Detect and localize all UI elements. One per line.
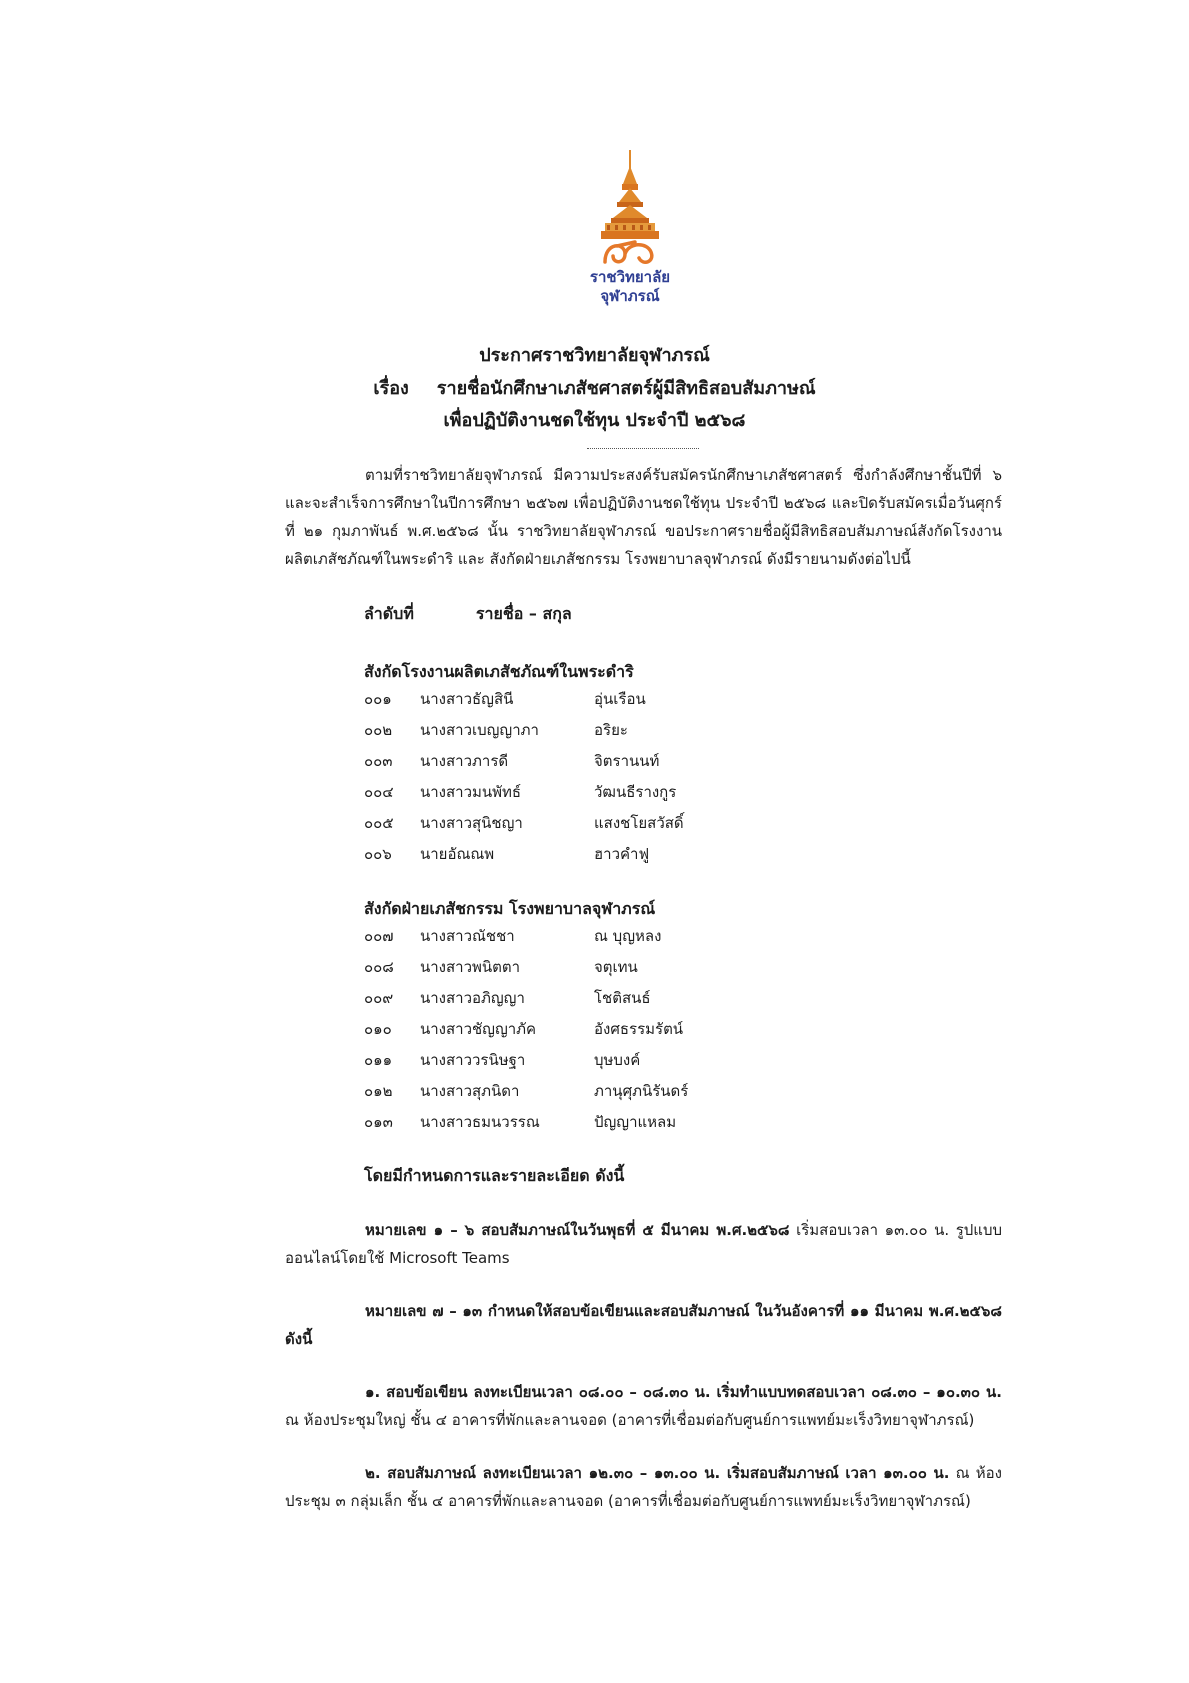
- entry-last-name: อริยะ: [594, 721, 628, 739]
- entry-first-name: นางสาวธมนวรรณ: [420, 1113, 540, 1131]
- entry-first-name: นางสาวธัญสินี: [420, 690, 514, 708]
- entry-last-name: แสงชโยสวัสดิ์: [594, 814, 684, 832]
- entry-number: ๐๑๓: [364, 1113, 393, 1131]
- schedule-1-text: เริ่มสอบเวลา ๑๓.๐๐ น. รูปแบบออนไลน์โดยใช้ Microsoft Teams: [285, 1221, 1002, 1267]
- entry-last-name: ฮาวคำฟู: [594, 845, 650, 863]
- entry-last-name: อุ่นเรือน: [594, 690, 646, 708]
- entry-first-name: นางสาวมนพัทธ์: [420, 783, 522, 801]
- entry-number: ๐๐๒: [364, 721, 393, 739]
- schedule-2-bold: หมายเลข ๗ – ๑๓ กำหนดให้สอบข้อเขียนและสอบสัมภาษณ์ ในวันอังคารที่ ๑๑ มีนาคม พ.ศ.๒๕๖๘ ดังนี้: [285, 1302, 1002, 1348]
- schedule-3-text: ณ ห้องประชุมใหญ่ ชั้น ๔ อาคารที่พักและลานจอด (อาคารที่เชื่อมต่อกับศูนย์การแพทย์มะเร็งวิทยาจุฬาภรณ์): [285, 1411, 975, 1429]
- schedule-4-bold: ๒. สอบสัมภาษณ์ ลงทะเบียนเวลา ๑๒.๓๐ – ๑๓.๐๐ น. เริ่มสอบสัมภาษณ์ เวลา ๑๓.๐๐ น.: [365, 1464, 950, 1482]
- schedule-paragraph-4: [285, 1459, 1002, 1515]
- entry-number: ๐๐๑: [364, 690, 392, 708]
- intro-paragraph: [285, 461, 1002, 573]
- schedule-paragraph-1: [285, 1216, 1002, 1272]
- entry-last-name: จิตรานนท์: [594, 752, 660, 770]
- entry-first-name: นางสาวสุนิชญา: [420, 814, 523, 832]
- list-column-headers: [364, 602, 572, 627]
- entry-first-name: นางสาวชัญญาภัค: [420, 1020, 537, 1038]
- entry-last-name: ณ บุญหลง: [594, 927, 662, 945]
- entry-first-name: นางสาวสุภนิดา: [420, 1082, 520, 1100]
- entry-last-name: บุษบงค์: [594, 1051, 641, 1069]
- entry-number: ๐๐๔: [364, 783, 394, 801]
- entry-number: ๐๐๕: [364, 814, 394, 832]
- entry-last-name: วัฒนธีรางกูร: [594, 783, 677, 801]
- entry-first-name: นายอัณณพ: [420, 845, 495, 863]
- logo-text-line1: ราชวิทยาลัย: [589, 268, 671, 286]
- entry-last-name: อังศธรรมรัตน์: [594, 1020, 684, 1038]
- entry-number: ๐๐๙: [364, 989, 394, 1007]
- entry-first-name: นางสาววรนิษฐา: [420, 1051, 526, 1069]
- announcement-title: ประกาศราชวิทยาลัยจุฬาภรณ์: [479, 345, 710, 366]
- entry-number: ๐๐๘: [364, 958, 394, 976]
- entry-number: ๐๑๒: [364, 1082, 393, 1100]
- schedule-paragraph-2: [285, 1297, 1002, 1353]
- column-order-header: ลำดับที่: [364, 604, 414, 623]
- schedule-1-bold: หมายเลข ๑ – ๖ สอบสัมภาษณ์ในวันพุธที่ ๕ มีนาคม พ.ศ.๒๕๖๘: [365, 1221, 790, 1239]
- entry-number: ๐๑๐: [364, 1020, 392, 1038]
- subject-label: เรื่อง: [373, 378, 409, 399]
- column-name-header: รายชื่อ – สกุล: [475, 604, 572, 623]
- entry-first-name: นางสาวพนิตตา: [420, 958, 521, 976]
- institution-logo: [585, 150, 675, 325]
- entry-last-name: ภานุศุภนิรันดร์: [594, 1082, 689, 1100]
- entry-first-name: นางสาวเบญญาภา: [420, 721, 539, 739]
- group-title-pharmacy: สังกัดฝ่ายเภสัชกรรม โรงพยาบาลจุฬาภรณ์: [364, 899, 656, 918]
- announcement-subject: [0, 373, 1189, 402]
- conditions-heading: โดยมีกำหนดการและรายละเอียด ดังนี้: [364, 1166, 625, 1185]
- entry-last-name: ปัญญาแหลม: [594, 1113, 677, 1131]
- schedule-paragraph-3: [285, 1378, 1002, 1434]
- separator-dots: [587, 440, 699, 449]
- intro-text: ตามที่ราชวิทยาลัยจุฬาภรณ์ มีความประสงค์รับสมัครนักศึกษาเภสัชศาสตร์ ซึ่งกำลังศึกษาชั้นปีที่ ๖ และจะสำเร็จการศึกษาในปีการศึกษา ๒๕๖๗ เพื่อปฏิบัติงานชดใช้ทุน ประจำปี ๒๕๖๘ และปิดรับสมัครเมื่อวันศุกร์ที่ ๒๑ กุมภาพันธ์ พ.ศ.๒๕๖๘ นั้น ราชวิทยาลัยจุฬาภรณ์ ขอประกาศรายชื่อผู้มีสิทธิสอบสัมภาษณ์สังกัดโรงงานผลิตเภสัชภัณฑ์ในพระดำริ และ สังกัดฝ่ายเภสัชกรรม โรงพยาบาลจุฬาภรณ์ ดังมีรายนามดังต่อไปนี้: [285, 466, 1002, 568]
- entry-first-name: นางสาวณัชชา: [420, 927, 515, 945]
- crown-spire-icon: [595, 150, 665, 268]
- entry-last-name: โชติสนธ์: [594, 989, 651, 1007]
- schedule-4-text: ณ ห้องประชุม ๓ กลุ่มเล็ก ชั้น ๔ อาคารที่พักและลานจอด (อาคารที่เชื่อมต่อกับศูนย์การแพทย์มะเร็งวิทยาจุฬาภรณ์): [285, 1464, 1002, 1510]
- group-title-factory: สังกัดโรงงานผลิตเภสัชภัณฑ์ในพระดำริ: [364, 662, 634, 681]
- entry-number: ๐๐๗: [364, 927, 394, 945]
- entry-last-name: จตุเทน: [594, 958, 638, 976]
- logo-text-line2: จุฬาภรณ์: [600, 287, 660, 305]
- schedule-3-bold: ๑. สอบข้อเขียน ลงทะเบียนเวลา ๐๘.๐๐ – ๐๘.๓๐ น. เริ่มทำแบบทดสอบเวลา ๐๘.๓๐ – ๑๐.๓๐ น.: [365, 1383, 1002, 1401]
- entry-first-name: นางสาวภารดี: [420, 752, 509, 770]
- subject-line2: เพื่อปฏิบัติงานชดใช้ทุน ประจำปี ๒๕๖๘: [443, 410, 746, 431]
- entry-number: ๐๐๓: [364, 752, 393, 770]
- subject-line1: รายชื่อนักศึกษาเภสัชศาสตร์ผู้มีสิทธิสอบสัมภาษณ์: [436, 378, 816, 399]
- entry-number: ๐๑๑: [364, 1051, 393, 1069]
- entry-number: ๐๐๖: [364, 845, 392, 863]
- entry-first-name: นางสาวอภิญญา: [420, 989, 525, 1007]
